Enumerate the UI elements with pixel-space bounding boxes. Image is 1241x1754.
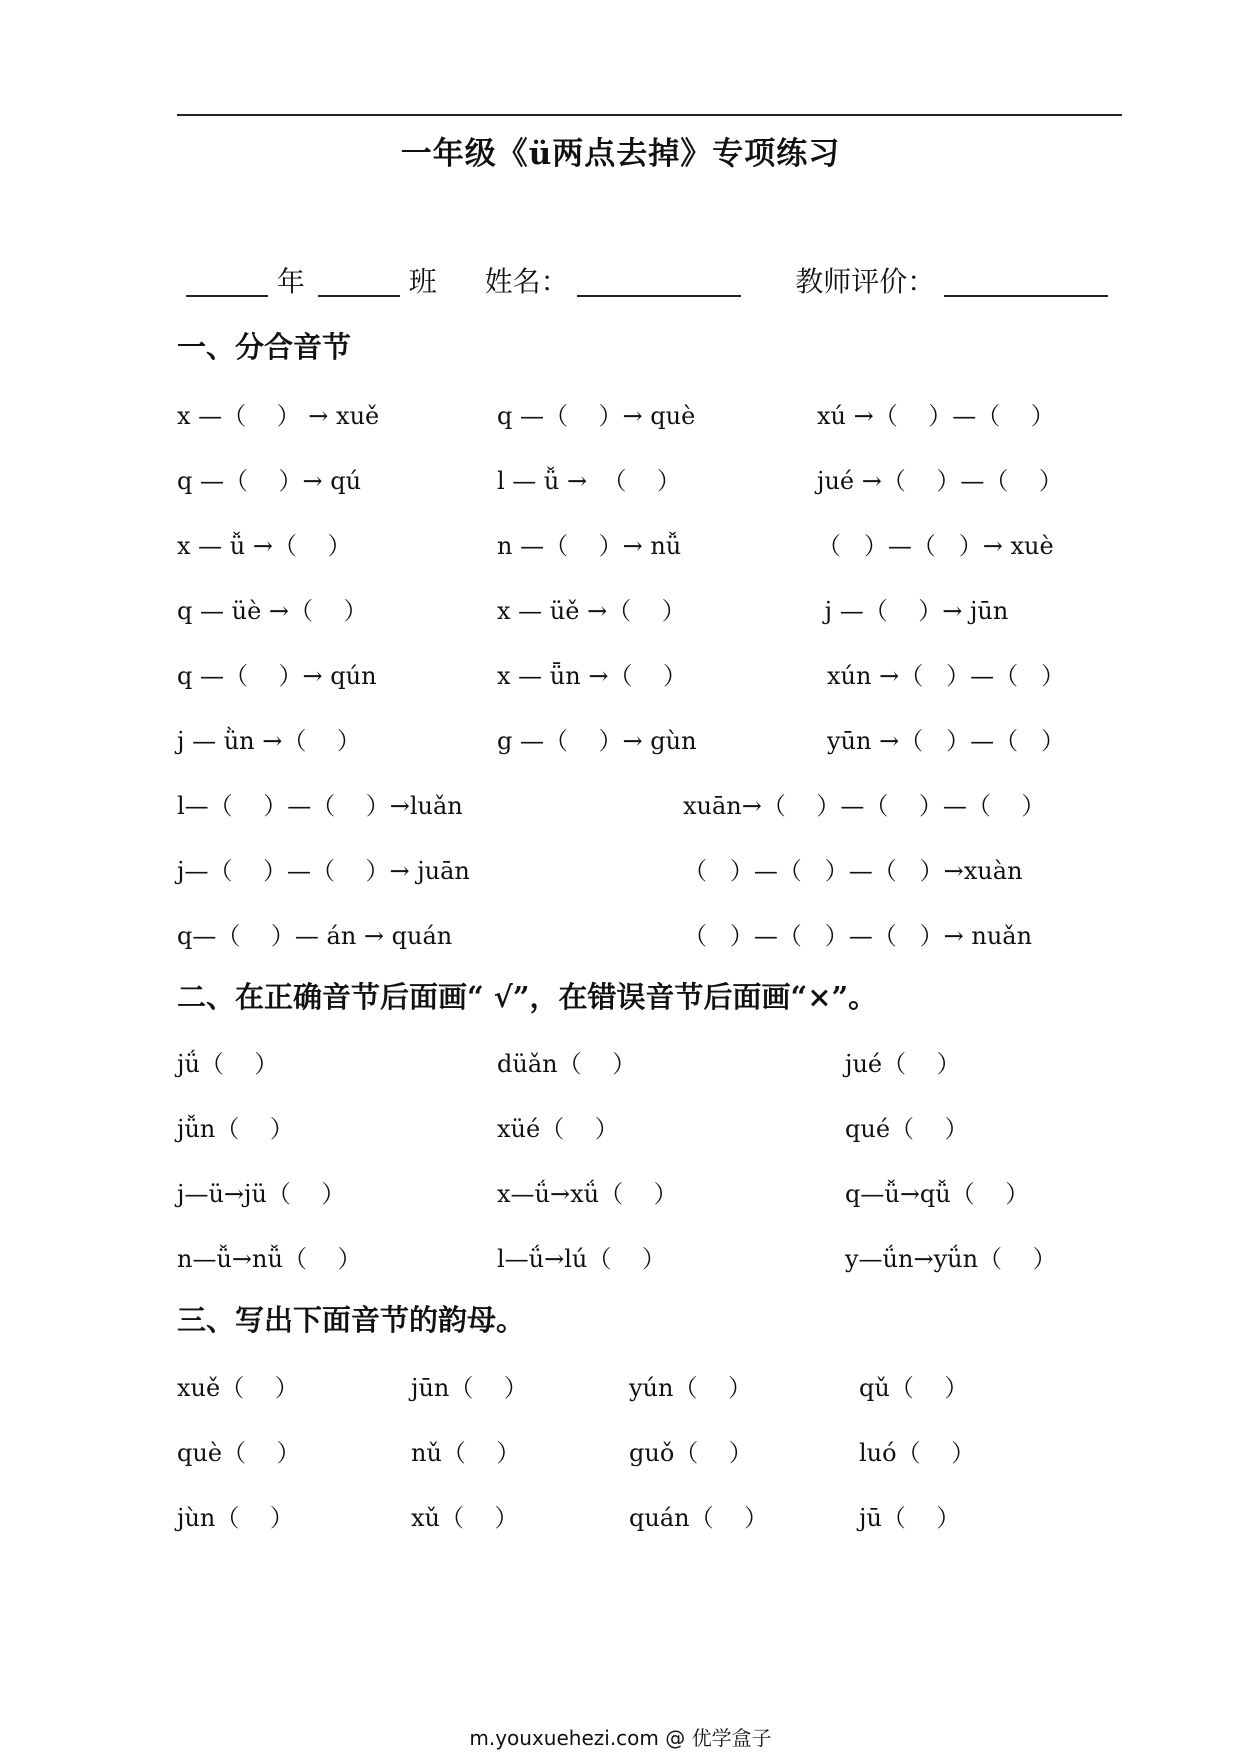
s1-item: q —（ ）→ qú <box>177 467 362 495</box>
s2-item: n—ǚ→nǚ（ ） <box>177 1245 362 1273</box>
s2-item: q—ǚ→qǚ（ ） <box>845 1180 1030 1208</box>
footer-watermark: m.youxuehezi.com @ 优学盒子 <box>469 1726 772 1750</box>
s1-item: g —（ ）→ gùn <box>497 727 697 755</box>
s3-item: quán（ ） <box>629 1504 769 1532</box>
s2-item: jué（ ） <box>845 1050 961 1078</box>
s3-item: xǔ（ ） <box>411 1504 519 1532</box>
s1-item: xuān→（ ）—（ ）—（ ） <box>683 792 1046 820</box>
s2-item: l—ǘ→lú（ ） <box>497 1245 666 1273</box>
worksheet-title: 一年级《ü两点去掉》专项练习 <box>400 136 841 172</box>
s2-item: jǘ（ ） <box>177 1050 279 1078</box>
s1-item: （ ）—（ ）—（ ）→xuàn <box>683 857 1023 885</box>
s1-item: （ ）—（ ）→ xuè <box>817 532 1054 560</box>
class-blank[interactable] <box>318 267 400 297</box>
s1-item: q —（ ）→ què <box>497 402 696 430</box>
s1-item: yūn →（ ）—（ ） <box>827 727 1065 755</box>
s1-item: q — üè →（ ） <box>177 597 368 625</box>
class-label: 班 <box>408 265 437 298</box>
s1-item: j—（ ）—（ ）→ juān <box>177 857 470 885</box>
s3-item: nǔ（ ） <box>411 1439 521 1467</box>
s2-item: x—ǘ→xǘ（ ） <box>497 1180 678 1208</box>
s1-item: l — ǚ → （ ） <box>497 467 681 495</box>
grade-label: 年 <box>276 265 305 298</box>
s3-item: jùn（ ） <box>177 1504 294 1532</box>
s2-item: qué（ ） <box>845 1115 969 1143</box>
s1-item: x — ǖn →（ ） <box>497 662 687 690</box>
s1-item: j — ǜn →（ ） <box>177 727 361 755</box>
s1-item: x —（ ） → xuě <box>177 402 380 430</box>
grade-blank[interactable] <box>186 267 268 297</box>
s1-item: jué →（ ）—（ ） <box>817 467 1063 495</box>
s2-item: jǚn（ ） <box>177 1115 294 1143</box>
teacher-blank[interactable] <box>944 267 1108 297</box>
s1-item: xú →（ ）—（ ） <box>817 402 1055 430</box>
s3-item: qǔ（ ） <box>859 1374 969 1402</box>
section1-title: 一、分合音节 <box>177 330 352 364</box>
s1-item: （ ）—（ ）—（ ）→ nuǎn <box>683 922 1033 950</box>
s1-item: j —（ ）→ jūn <box>817 597 1009 625</box>
s1-item: q—（ ）— án → quán <box>177 922 453 950</box>
info-line <box>186 260 1108 300</box>
s1-item: x — ǚ →（ ） <box>177 532 352 560</box>
teacher-label: 教师评价： <box>795 265 936 298</box>
s3-item: què（ ） <box>177 1439 301 1467</box>
s1-item: x — üě →（ ） <box>497 597 686 625</box>
s2-item: j—ü→jü（ ） <box>177 1180 346 1208</box>
s3-item: jūn（ ） <box>411 1374 528 1402</box>
s3-item: jū（ ） <box>859 1504 961 1532</box>
s1-item: q —（ ）→ qún <box>177 662 377 690</box>
s1-item: xún →（ ）—（ ） <box>827 662 1065 690</box>
s3-item: xuě（ ） <box>177 1374 299 1402</box>
section2-title: 二、在正确音节后面画“ √”，在错误音节后面画“×”。 <box>177 980 878 1014</box>
s2-item: xüé（ ） <box>497 1115 619 1143</box>
s3-item: yún（ ） <box>629 1374 752 1402</box>
top-divider <box>177 114 1122 116</box>
s1-item: n —（ ）→ nǚ <box>497 532 682 560</box>
s2-item: y—ǘn→yǘn（ ） <box>845 1245 1057 1273</box>
s3-item: guǒ（ ） <box>629 1439 753 1467</box>
s3-item: luó（ ） <box>859 1439 976 1467</box>
section3-title: 三、写出下面音节的韵母。 <box>177 1303 526 1337</box>
name-blank[interactable] <box>577 267 741 297</box>
name-label: 姓名： <box>484 265 569 298</box>
s1-item: l—（ ）—（ ）→luǎn <box>177 792 463 820</box>
s2-item: düǎn（ ） <box>497 1050 637 1078</box>
